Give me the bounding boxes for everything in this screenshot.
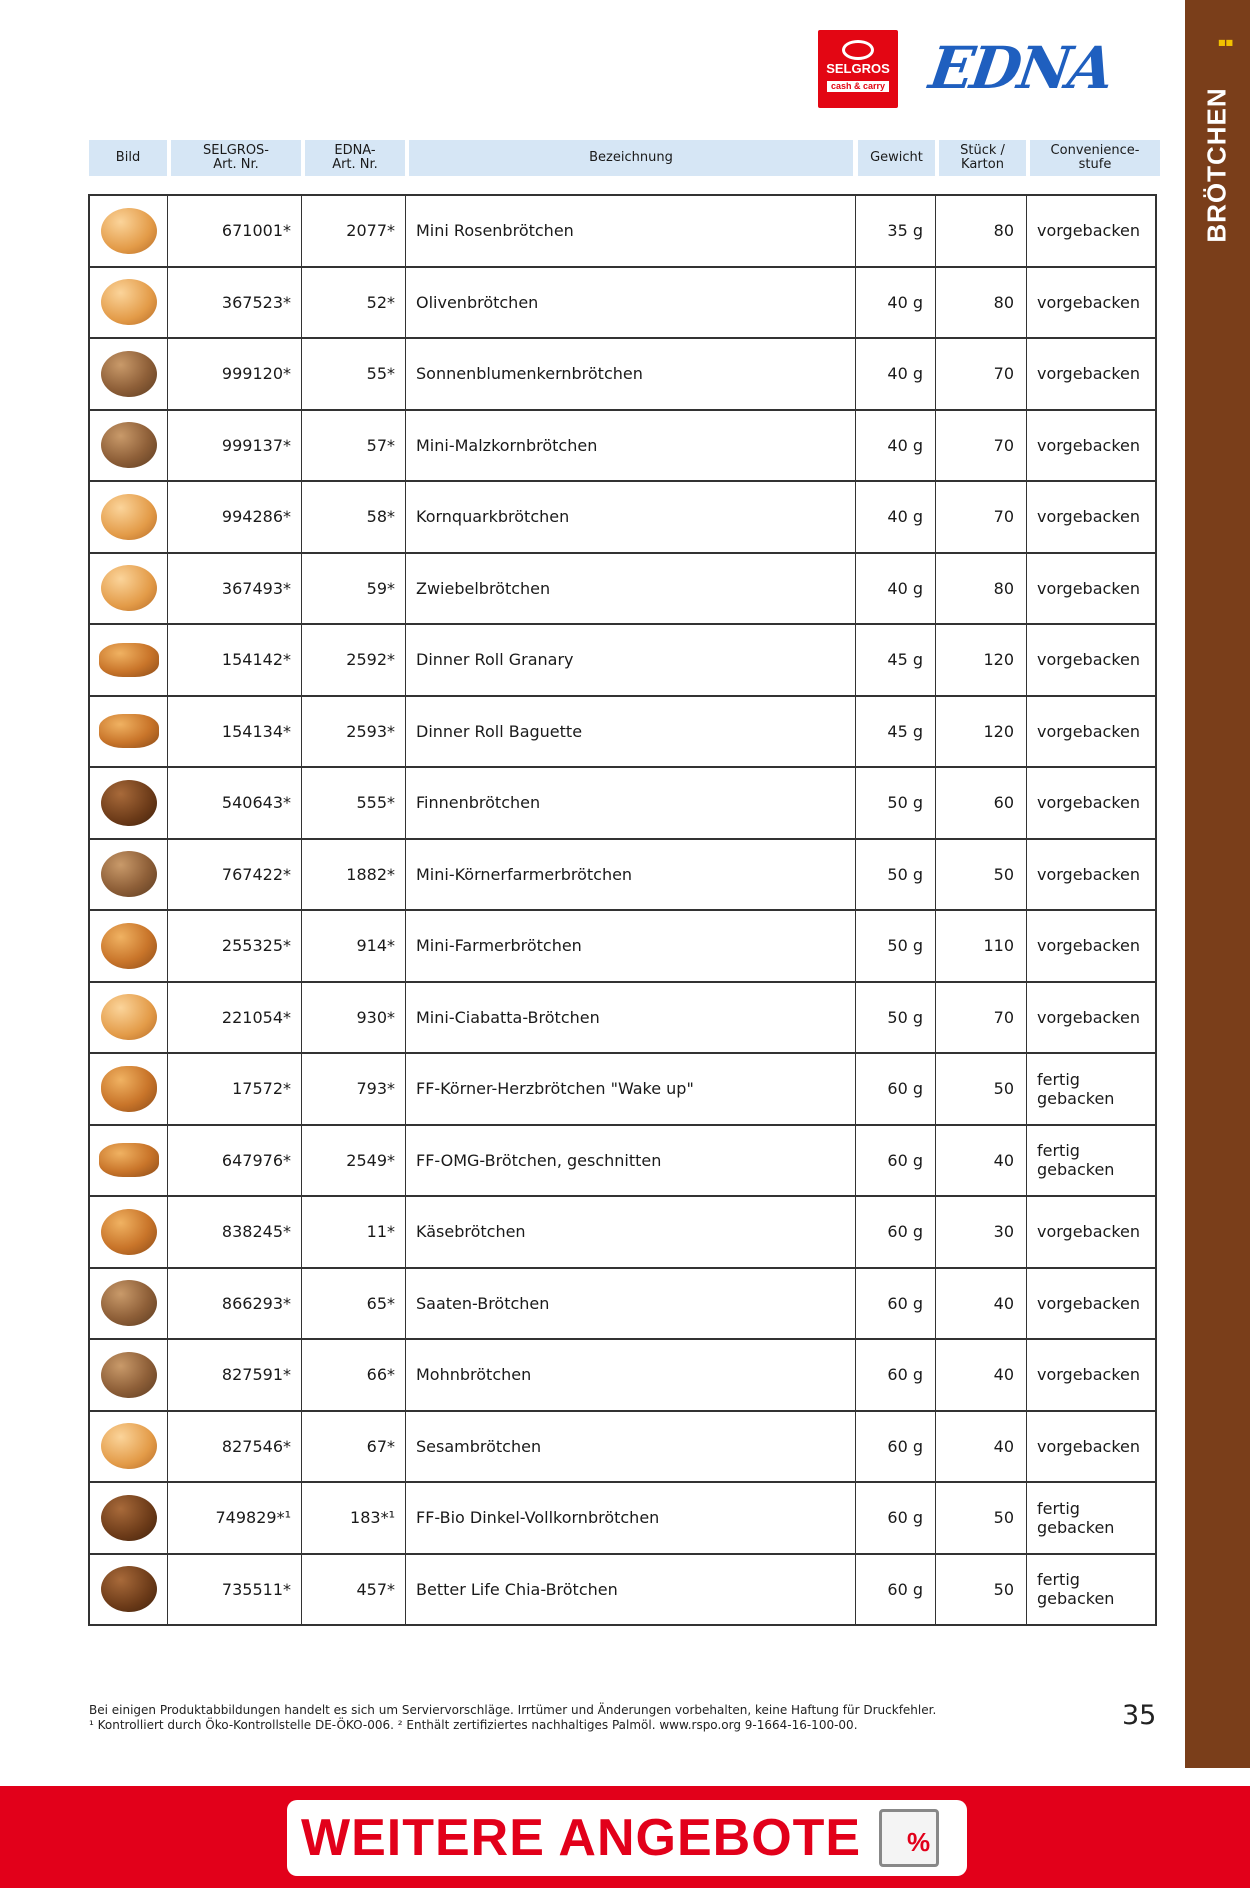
product-image	[90, 1269, 168, 1339]
bread-roll-image	[99, 714, 159, 748]
bread-roll-image	[101, 1495, 157, 1541]
product-image	[90, 339, 168, 409]
product-name: Zwiebelbrötchen	[406, 554, 856, 624]
product-image	[90, 482, 168, 552]
pieces-per-carton: 50	[936, 1483, 1027, 1553]
table-row	[90, 697, 1155, 769]
product-name: FF-OMG-Brötchen, geschnitten	[406, 1126, 856, 1196]
bread-roll-image	[101, 1209, 157, 1255]
pieces-per-carton: 80	[936, 268, 1027, 338]
product-name: FF-Bio Dinkel-Vollkornbrötchen	[406, 1483, 856, 1553]
edna-art-nr: 183*¹	[302, 1483, 406, 1553]
product-weight: 50 g	[856, 768, 936, 838]
edna-art-nr: 914*	[302, 911, 406, 981]
product-image	[90, 625, 168, 695]
product-weight: 60 g	[856, 1555, 936, 1625]
edna-art-nr: 55*	[302, 339, 406, 409]
pieces-per-carton: 40	[936, 1126, 1027, 1196]
bread-roll-image	[99, 643, 159, 677]
product-weight: 60 g	[856, 1197, 936, 1267]
product-weight: 50 g	[856, 911, 936, 981]
bread-roll-image	[101, 851, 157, 897]
more-offers-button[interactable]	[287, 1800, 967, 1876]
edna-art-nr: 1882*	[302, 840, 406, 910]
convenience-level: fertig gebacken	[1037, 1498, 1115, 1537]
pieces-per-carton: 70	[936, 339, 1027, 409]
product-weight: 60 g	[856, 1126, 936, 1196]
selgros-art-nr: 221054*	[168, 983, 302, 1053]
table-row	[90, 840, 1155, 912]
convenience-level: vorgebacken	[1037, 1436, 1140, 1456]
product-weight: 40 g	[856, 268, 936, 338]
product-name: Mini-Farmerbrötchen	[406, 911, 856, 981]
pieces-per-carton: 40	[936, 1340, 1027, 1410]
selgros-art-nr: 767422*	[168, 840, 302, 910]
table-row	[90, 625, 1155, 697]
product-image	[90, 196, 168, 266]
selgros-art-nr: 367493*	[168, 554, 302, 624]
footer-line-1: Bei einigen Produktabbildungen handelt es sich um Serviervorschläge. Irrtümer und Änderungen vorbehalten, keine Haftung für Druckfehler.	[89, 1703, 937, 1717]
product-name: Olivenbrötchen	[406, 268, 856, 338]
edna-art-nr: 67*	[302, 1412, 406, 1482]
selgros-art-nr: 154134*	[168, 697, 302, 767]
bread-roll-image	[101, 422, 157, 468]
header-stueck-karton: Stück / Karton	[939, 140, 1026, 176]
more-offers-label: WEITERE ANGEBOTE	[301, 1809, 862, 1867]
convenience-level: vorgebacken	[1037, 721, 1140, 741]
product-image	[90, 983, 168, 1053]
convenience-level: vorgebacken	[1037, 1293, 1140, 1313]
selgros-art-nr: 255325*	[168, 911, 302, 981]
header-selgros-art: SELGROS- Art. Nr.	[171, 140, 301, 176]
product-weight: 40 g	[856, 482, 936, 552]
edna-art-nr: 2077*	[302, 196, 406, 266]
product-weight: 45 g	[856, 697, 936, 767]
bread-roll-image	[101, 780, 157, 826]
product-image	[90, 411, 168, 481]
product-image	[90, 840, 168, 910]
table-row	[90, 1054, 1155, 1126]
product-image	[90, 554, 168, 624]
table-row	[90, 411, 1155, 483]
bread-roll-image	[101, 1352, 157, 1398]
table-row	[90, 196, 1155, 268]
bread-roll-image	[101, 208, 157, 254]
convenience-level: vorgebacken	[1037, 435, 1140, 455]
header-gewicht: Gewicht	[858, 140, 935, 176]
edna-art-nr: 2549*	[302, 1126, 406, 1196]
product-image	[90, 1483, 168, 1553]
header-edna-art: EDNA- Art. Nr.	[305, 140, 405, 176]
product-name: Better Life Chia-Brötchen	[406, 1555, 856, 1625]
selgros-logo-name: SELGROS	[826, 61, 890, 76]
convenience-level: vorgebacken	[1037, 1007, 1140, 1027]
pieces-per-carton: 120	[936, 697, 1027, 767]
product-name: Mini-Körnerfarmerbrötchen	[406, 840, 856, 910]
pieces-per-carton: 70	[936, 983, 1027, 1053]
table-row	[90, 1483, 1155, 1555]
edna-art-nr: 2593*	[302, 697, 406, 767]
product-image	[90, 1126, 168, 1196]
product-name: Sonnenblumenkernbrötchen	[406, 339, 856, 409]
product-image	[90, 268, 168, 338]
bread-roll-image	[101, 994, 157, 1040]
product-image	[90, 911, 168, 981]
footer-notes	[89, 1703, 1049, 1733]
product-image	[90, 1340, 168, 1410]
product-name: Dinner Roll Granary	[406, 625, 856, 695]
selgros-art-nr: 999120*	[168, 339, 302, 409]
selgros-logo-sub: cash & carry	[827, 81, 889, 92]
selgros-art-nr: 735511*	[168, 1555, 302, 1625]
product-image	[90, 1054, 168, 1124]
convenience-level: fertig gebacken	[1037, 1141, 1115, 1180]
product-image	[90, 1555, 168, 1625]
pieces-per-carton: 40	[936, 1269, 1027, 1339]
convenience-level: fertig gebacken	[1037, 1570, 1115, 1609]
selgros-art-nr: 17572*	[168, 1054, 302, 1124]
selgros-art-nr: 540643*	[168, 768, 302, 838]
product-name: Kornquarkbrötchen	[406, 482, 856, 552]
footer-line-2: ¹ Kontrolliert durch Öko-Kontrollstelle DE-ÖKO-006. ² Enthält zertifiziertes nachhaltiges Palmöl. www.rspo.org 9-1664-16-100-00.	[89, 1718, 858, 1732]
table-row	[90, 768, 1155, 840]
convenience-level: vorgebacken	[1037, 292, 1140, 312]
pieces-per-carton: 60	[936, 768, 1027, 838]
convenience-level: vorgebacken	[1037, 221, 1140, 241]
product-image	[90, 697, 168, 767]
pieces-per-carton: 80	[936, 196, 1027, 266]
product-name: Mini-Malzkornbrötchen	[406, 411, 856, 481]
table-row	[90, 911, 1155, 983]
selgros-logo	[818, 30, 898, 108]
bread-roll-image	[101, 351, 157, 397]
product-weight: 60 g	[856, 1483, 936, 1553]
selgros-art-nr: 367523*	[168, 268, 302, 338]
product-weight: 40 g	[856, 411, 936, 481]
product-weight: 60 g	[856, 1269, 936, 1339]
bread-roll-image	[101, 1566, 157, 1612]
edna-art-nr: 2592*	[302, 625, 406, 695]
bread-roll-image	[99, 1143, 159, 1177]
convenience-level: vorgebacken	[1037, 1222, 1140, 1242]
product-weight: 40 g	[856, 554, 936, 624]
edna-art-nr: 793*	[302, 1054, 406, 1124]
product-weight: 50 g	[856, 840, 936, 910]
bottom-banner	[0, 1786, 1250, 1888]
edna-art-nr: 57*	[302, 411, 406, 481]
edna-art-nr: 66*	[302, 1340, 406, 1410]
selgros-art-nr: 838245*	[168, 1197, 302, 1267]
pieces-per-carton: 40	[936, 1412, 1027, 1482]
selgros-art-nr: 749829*¹	[168, 1483, 302, 1553]
product-name: Käsebrötchen	[406, 1197, 856, 1267]
bread-roll-image	[101, 1066, 157, 1112]
bread-roll-image	[101, 1423, 157, 1469]
convenience-level: vorgebacken	[1037, 650, 1140, 670]
convenience-level: vorgebacken	[1037, 1365, 1140, 1385]
product-name: Mini Rosenbrötchen	[406, 196, 856, 266]
product-image	[90, 768, 168, 838]
edna-art-nr: 58*	[302, 482, 406, 552]
selgros-art-nr: 671001*	[168, 196, 302, 266]
table-row	[90, 983, 1155, 1055]
product-weight: 45 g	[856, 625, 936, 695]
edna-art-nr: 59*	[302, 554, 406, 624]
table-row	[90, 554, 1155, 626]
convenience-level: vorgebacken	[1037, 793, 1140, 813]
product-name: FF-Körner-Herzbrötchen "Wake up"	[406, 1054, 856, 1124]
color-dots-icon: ■■	[1218, 38, 1234, 47]
bread-roll-image	[101, 1280, 157, 1326]
edna-art-nr: 52*	[302, 268, 406, 338]
pieces-per-carton: 50	[936, 1555, 1027, 1625]
table-row	[90, 268, 1155, 340]
edna-art-nr: 65*	[302, 1269, 406, 1339]
table-row	[90, 1269, 1155, 1341]
convenience-level: fertig gebacken	[1037, 1069, 1115, 1108]
product-name: Finnenbrötchen	[406, 768, 856, 838]
product-name: Sesambrötchen	[406, 1412, 856, 1482]
edna-art-nr: 930*	[302, 983, 406, 1053]
selgros-art-nr: 866293*	[168, 1269, 302, 1339]
page-number: 35	[1122, 1700, 1157, 1731]
convenience-level: vorgebacken	[1037, 364, 1140, 384]
product-weight: 60 g	[856, 1340, 936, 1410]
side-tab-label: BRÖTCHEN	[1201, 87, 1232, 243]
edna-art-nr: 11*	[302, 1197, 406, 1267]
edna-art-nr: 555*	[302, 768, 406, 838]
product-image	[90, 1412, 168, 1482]
table-row	[90, 1126, 1155, 1198]
side-tab	[1185, 0, 1250, 1768]
product-weight: 60 g	[856, 1054, 936, 1124]
product-table	[88, 194, 1157, 1626]
convenience-level: vorgebacken	[1037, 578, 1140, 598]
edna-logo: EDNA	[925, 34, 1116, 102]
bread-roll-image	[101, 565, 157, 611]
pieces-per-carton: 50	[936, 840, 1027, 910]
product-weight: 50 g	[856, 983, 936, 1053]
product-name: Saaten-Brötchen	[406, 1269, 856, 1339]
selgros-emblem-icon	[842, 40, 874, 60]
selgros-art-nr: 154142*	[168, 625, 302, 695]
selgros-art-nr: 994286*	[168, 482, 302, 552]
brochure-percent-icon: %	[879, 1809, 939, 1867]
table-row	[90, 339, 1155, 411]
pieces-per-carton: 120	[936, 625, 1027, 695]
convenience-level: vorgebacken	[1037, 936, 1140, 956]
pieces-per-carton: 80	[936, 554, 1027, 624]
header-convenience: Convenience- stufe	[1030, 140, 1160, 176]
bread-roll-image	[101, 494, 157, 540]
table-row	[90, 1197, 1155, 1269]
product-name: Dinner Roll Baguette	[406, 697, 856, 767]
table-row	[90, 482, 1155, 554]
product-name: Mohnbrötchen	[406, 1340, 856, 1410]
header-bild: Bild	[89, 140, 167, 176]
pieces-per-carton: 70	[936, 411, 1027, 481]
selgros-art-nr: 827546*	[168, 1412, 302, 1482]
bread-roll-image	[101, 279, 157, 325]
pieces-per-carton: 30	[936, 1197, 1027, 1267]
product-image	[90, 1197, 168, 1267]
table-row	[90, 1555, 1155, 1627]
table-row	[90, 1412, 1155, 1484]
product-weight: 60 g	[856, 1412, 936, 1482]
edna-art-nr: 457*	[302, 1555, 406, 1625]
convenience-level: vorgebacken	[1037, 507, 1140, 527]
pieces-per-carton: 110	[936, 911, 1027, 981]
bread-roll-image	[101, 923, 157, 969]
product-name: Mini-Ciabatta-Brötchen	[406, 983, 856, 1053]
table-row	[90, 1340, 1155, 1412]
selgros-art-nr: 999137*	[168, 411, 302, 481]
convenience-level: vorgebacken	[1037, 864, 1140, 884]
pieces-per-carton: 50	[936, 1054, 1027, 1124]
product-weight: 40 g	[856, 339, 936, 409]
product-weight: 35 g	[856, 196, 936, 266]
header-bezeichnung: Bezeichnung	[409, 140, 853, 176]
pieces-per-carton: 70	[936, 482, 1027, 552]
selgros-art-nr: 647976*	[168, 1126, 302, 1196]
selgros-art-nr: 827591*	[168, 1340, 302, 1410]
